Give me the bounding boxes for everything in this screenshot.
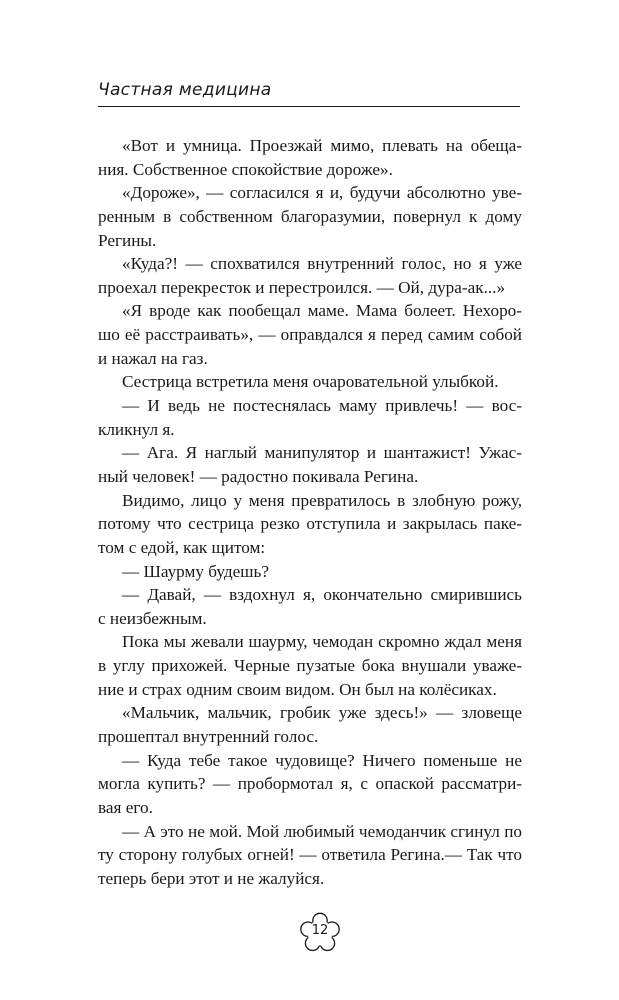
text-line: «Дороже», — согласился я и, будучи абсолютно уве- bbox=[122, 183, 522, 203]
text-line: проехал перекресток и перестроился. — Ой, дура-ак...» bbox=[98, 277, 506, 297]
page-number: 12 bbox=[311, 923, 329, 938]
text-line: — И ведь не постеснялась маму привлечь! — вос- bbox=[122, 396, 522, 416]
text-line: Регины. bbox=[98, 230, 157, 250]
text-line: ренным в собственном благоразумии, повернул к дому bbox=[98, 206, 522, 226]
text-line: «Куда?! — спохватился внутренний голос, но я уже bbox=[122, 254, 522, 274]
text-line: — Давай, — вздохнул я, окончательно смирившись bbox=[122, 585, 522, 605]
text-line: шо её расстраивать», — оправдался я перед самим собой bbox=[98, 325, 522, 345]
text-line: ния. Собственное спокойствие дороже». bbox=[98, 159, 393, 179]
text-line: том с едой, как щитом: bbox=[98, 537, 266, 557]
text-line: в углу прихожей. Черные пузатые бока внушали уваже- bbox=[98, 656, 522, 676]
text-line: — Куда тебе такое чудовище? Ничего поменьше не bbox=[122, 750, 522, 770]
text-line: могла купить? — пробормотал я, с опаской рассматри- bbox=[98, 774, 522, 794]
text-line: «Мальчик, мальчик, гробик уже здесь!» — зловеще bbox=[122, 703, 522, 723]
text-line: Видимо, лицо у меня превратилось в злобную рожу, bbox=[122, 490, 522, 510]
body-text bbox=[98, 134, 522, 891]
text-line: — Шаурму будешь? bbox=[122, 561, 269, 581]
text-line: «Я вроде как пообещал маме. Мама болеет. Нехоро- bbox=[122, 301, 522, 321]
text-line: кликнул я. bbox=[98, 419, 175, 439]
text-line: «Вот и умница. Проезжай мимо, плевать на обеща- bbox=[122, 136, 522, 155]
page-number-ornament bbox=[299, 912, 341, 954]
text-line: ный человек! — радостно покивала Регина. bbox=[98, 466, 419, 486]
text-line: — А это не мой. Мой любимый чемоданчик сгинул по bbox=[122, 821, 522, 841]
running-head: Частная медицина bbox=[98, 80, 272, 100]
text-line: ту сторону голубых огней! — ответила Регина.— Так что bbox=[98, 845, 522, 865]
text-line: — Ага. Я наглый манипулятор и шантажист! Ужас- bbox=[122, 443, 522, 463]
text-line: прошептал внутренний голос. bbox=[98, 727, 319, 747]
header-rule bbox=[98, 106, 520, 107]
text-line: с неизбежным. bbox=[98, 608, 207, 628]
text-line: вая его. bbox=[98, 797, 153, 817]
text-line: ние и страх одним своим видом. Он был на колёсиках. bbox=[98, 679, 497, 699]
text-line: и нажал на газ. bbox=[98, 348, 208, 368]
text-line: теперь бери этот и не жалуйся. bbox=[98, 868, 325, 888]
text-line: потому что сестрица резко отступила и закрылась паке- bbox=[98, 514, 522, 534]
text-line: Сестрица встретила меня очаровательной улыбкой. bbox=[122, 372, 499, 392]
text-line: Пока мы жевали шаурму, чемодан скромно ждал меня bbox=[122, 632, 522, 652]
